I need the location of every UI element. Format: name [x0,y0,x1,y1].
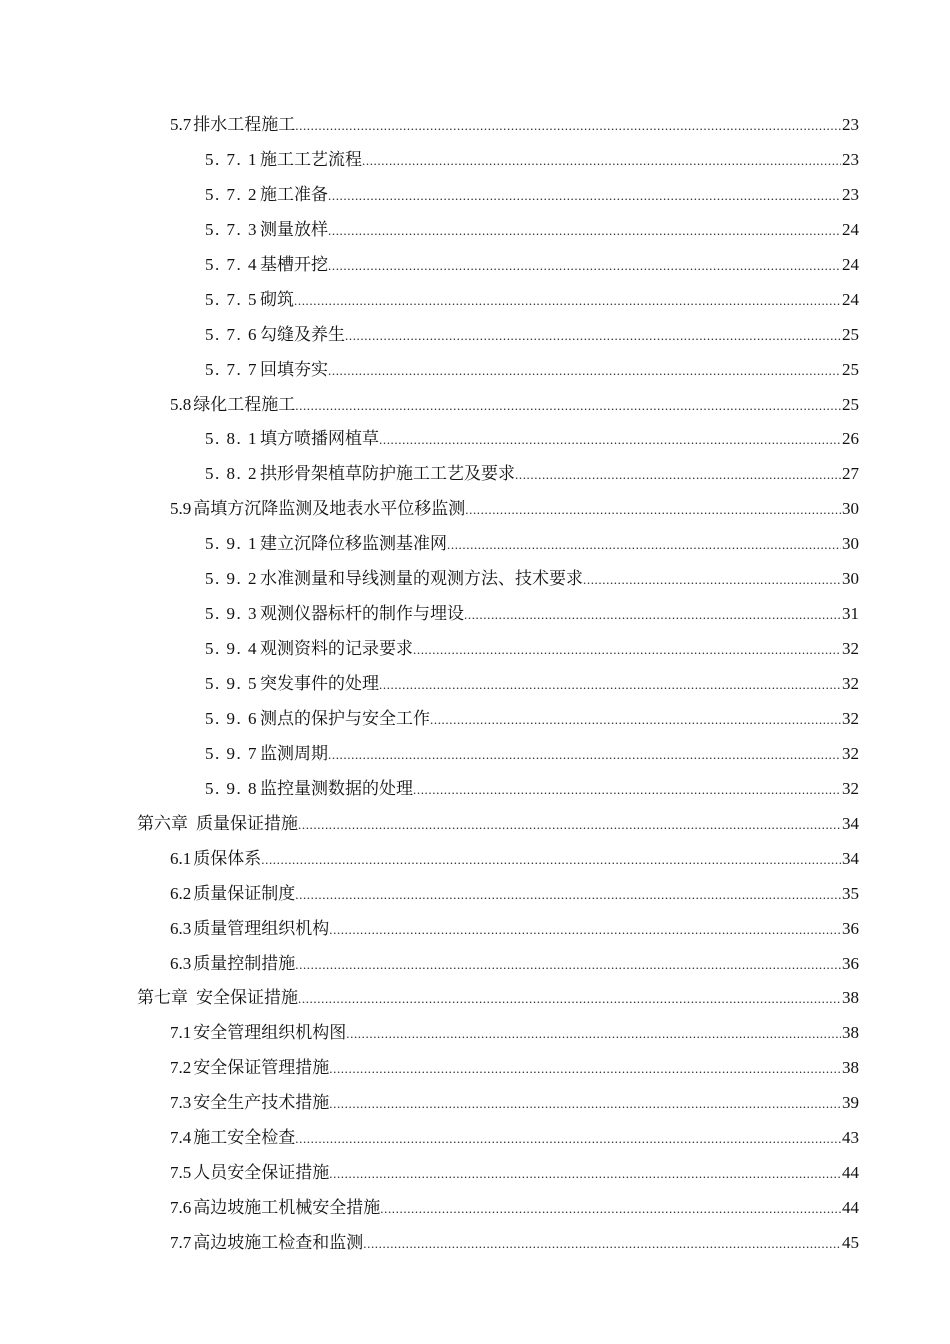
toc-entry-page: 44 [842,1163,859,1183]
toc-entry-number: 5. 9. 1 [205,534,258,554]
toc-dot-leader [430,702,841,738]
toc-dot-leader [295,877,841,913]
toc-entry-number: 5. 9. 4 [205,639,258,659]
toc-dot-leader [346,1016,841,1052]
toc-entry-title: 绿化工程施工 [193,394,296,415]
toc-entry-page: 32 [842,674,859,693]
toc-dot-leader [329,1086,841,1122]
toc-entry-page: 32 [842,708,859,728]
toc-entry-title: 质量管理组织机构 [193,918,330,939]
toc-entry-title: 质量保证措施 [196,813,298,834]
toc-entry-page: 23 [842,184,859,204]
toc-entry-number: 7.4 [170,1128,192,1148]
toc-entry-page: 24 [842,219,859,239]
toc-entry-title: 监测周期 [260,743,328,764]
toc-entry[interactable] [0,1086,950,1121]
toc-entry-number: 5. 7. 2 [205,184,258,204]
toc-entry[interactable] [0,737,950,772]
toc-entry[interactable] [0,702,950,737]
toc-entry-number: 7.1 [170,1023,192,1043]
toc-entry-title: 质量控制措施 [193,953,296,974]
toc-entry-title: 基槽开挖 [260,254,328,275]
toc-entry-page: 23 [842,149,859,169]
toc-entry-number: 第七章 [137,988,188,1008]
toc-entry-number: 5. 8. 2 [205,464,258,484]
toc-entry-number: 5. 9. 2 [205,569,258,589]
toc-dot-leader [328,248,841,284]
toc-dot-leader [583,562,841,598]
toc-entry[interactable] [0,1191,950,1226]
toc-dot-leader [379,667,841,703]
toc-entry[interactable] [0,1226,950,1261]
toc-entry-page: 25 [842,394,859,414]
toc-entry-number: 5. 7. 7 [205,359,258,379]
toc-dot-leader [413,772,841,808]
toc-entry-title: 安全保证管理措施 [193,1058,330,1079]
toc-entry-page: 31 [842,604,859,624]
toc-entry[interactable] [0,807,950,842]
toc-dot-leader [379,422,841,458]
toc-entry[interactable] [0,1121,950,1156]
toc-entry-number: 6.3 [170,918,192,938]
toc-entry-title: 高边坡施工机械安全措施 [193,1198,381,1219]
toc-entry-page: 32 [842,743,859,763]
toc-entry-page: 39 [842,1093,859,1113]
toc-entry-title: 安全管理组织机构图 [193,1023,347,1044]
toc-entry[interactable] [0,877,950,912]
toc-entry-number: 5.8 [170,394,192,414]
toc-dot-leader [295,388,841,424]
toc-entry[interactable] [0,597,950,632]
toc-entry[interactable] [0,353,950,388]
toc-entry[interactable] [0,842,950,877]
toc-dot-leader [328,353,841,389]
toc-entry-page: 34 [842,813,859,833]
toc-entry-title: 测点的保护与安全工作 [260,708,430,729]
toc-entry-title: 拱形骨架植草防护施工工艺及要求 [260,464,515,485]
toc-entry-number: 6.1 [170,848,192,868]
toc-entry-page: 35 [842,883,859,903]
toc-entry-page: 27 [842,464,859,484]
toc-entry-number: 7.3 [170,1093,192,1113]
toc-entry-title: 施工工艺流程 [260,149,362,170]
toc-entry-title: 高填方沉降监测及地表水平位移监测 [193,499,466,520]
toc-dot-leader [328,737,841,773]
toc-entry[interactable] [0,248,950,283]
toc-entry[interactable] [0,1051,950,1086]
toc-entry-number: 5. 7. 6 [205,324,258,344]
toc-entry-page: 38 [842,1058,859,1078]
toc-entry-title: 排水工程施工 [193,115,296,135]
toc-entry-title: 质保体系 [193,848,262,869]
toc-entry-page: 32 [842,639,859,659]
toc-entry-number: 5.7 [170,115,192,134]
toc-entry-title: 施工准备 [260,184,328,205]
toc-entry[interactable] [0,981,950,1016]
toc-entry-title: 回填夯实 [260,359,328,380]
toc-entry-page: 36 [842,953,859,973]
toc-entry-page: 24 [842,289,859,309]
toc-dot-leader [261,842,841,878]
toc-entry-page: 34 [842,848,859,868]
toc-entry-number: 5.9 [170,499,192,519]
toc-entry-page: 26 [842,429,859,449]
toc-entry[interactable] [0,283,950,318]
toc-dot-leader [295,947,841,983]
toc-entry-page: 38 [842,988,859,1008]
toc-entry-title: 测量放样 [260,219,328,240]
toc-dot-leader [447,527,841,563]
toc-entry-page: 23 [842,115,859,134]
toc-entry-title: 观测仪器标杆的制作与埋设 [260,604,464,625]
toc-dot-leader [345,318,841,354]
toc-entry[interactable] [0,1156,950,1191]
toc-entry-number: 5. 9. 3 [205,604,258,624]
toc-entry-number: 7.5 [170,1163,192,1183]
toc-entry[interactable] [0,1016,950,1051]
toc-dot-leader [295,108,841,144]
toc-entry-number: 6.2 [170,883,192,903]
toc-entry-title: 水准测量和导线测量的观测方法、技术要求 [260,569,583,590]
toc-entry-number: 7.6 [170,1198,192,1218]
toc-entry-title: 砌筑 [260,289,294,310]
toc-entry-page: 25 [842,359,859,379]
toc-entry-title: 施工安全检查 [193,1128,296,1149]
table-of-contents [0,108,950,1261]
toc-entry-page: 25 [842,324,859,344]
toc-dot-leader [298,807,841,843]
toc-entry-title: 建立沉降位移监测基准网 [260,534,447,555]
toc-entry[interactable] [0,667,950,702]
toc-entry-number: 5. 9. 7 [205,743,258,763]
toc-entry-number: 7.7 [170,1233,192,1252]
toc-entry[interactable] [0,143,950,178]
toc-entry-title: 观测资料的记录要求 [260,639,413,660]
toc-entry-title: 勾缝及养生 [260,324,345,345]
toc-entry[interactable] [0,318,950,353]
toc-entry-title: 监控量测数据的处理 [260,778,413,799]
toc-dot-leader [298,981,841,1017]
toc-entry-title: 质量保证制度 [193,883,296,904]
toc-entry-page: 45 [842,1233,859,1252]
toc-entry[interactable] [0,178,950,213]
toc-dot-leader [464,597,841,633]
toc-dot-leader [465,492,841,528]
toc-entry[interactable] [0,422,950,457]
toc-entry-number: 5. 8. 1 [205,429,258,449]
toc-entry[interactable] [0,457,950,492]
toc-dot-leader [295,1121,841,1157]
toc-entry-number: 5. 7. 3 [205,219,258,239]
toc-dot-leader [413,632,841,668]
toc-dot-leader [363,1226,841,1262]
toc-dot-leader [329,1156,841,1192]
toc-entry-title: 高边坡施工检查和监测 [193,1233,364,1253]
toc-dot-leader [515,457,841,493]
toc-entry-number: 第六章 [137,813,188,833]
toc-entry[interactable] [0,527,950,562]
toc-entry[interactable] [0,562,950,597]
toc-entry-page: 30 [842,569,859,589]
toc-entry-page: 30 [842,499,859,519]
toc-entry[interactable] [0,912,950,947]
toc-entry[interactable] [0,632,950,667]
toc-entry[interactable] [0,947,950,982]
toc-entry-page: 24 [842,254,859,274]
toc-dot-leader [362,143,841,179]
toc-entry[interactable] [0,772,950,807]
toc-entry-title: 突发事件的处理 [260,674,379,694]
toc-entry-page: 30 [842,534,859,554]
toc-entry-page: 38 [842,1023,859,1043]
toc-entry[interactable] [0,388,950,423]
toc-entry[interactable] [0,213,950,248]
toc-entry-number: 5. 9. 8 [205,778,258,798]
toc-entry-page: 36 [842,918,859,938]
toc-dot-leader [328,178,841,214]
toc-entry-page: 44 [842,1198,859,1218]
toc-dot-leader [329,912,841,948]
toc-entry-number: 5. 7. 4 [205,254,258,274]
toc-entry-number: 5. 9. 6 [205,708,258,728]
toc-entry[interactable] [0,108,950,143]
toc-entry-title: 人员安全保证措施 [193,1163,330,1184]
toc-entry-title: 填方喷播网植草 [260,429,379,450]
toc-entry-title: 安全生产技术措施 [193,1093,330,1114]
toc-dot-leader [328,213,841,249]
toc-dot-leader [329,1051,841,1087]
toc-entry-page: 32 [842,778,859,798]
toc-entry-page: 43 [842,1128,859,1148]
toc-entry-title: 安全保证措施 [196,988,298,1009]
toc-dot-leader [380,1191,841,1227]
toc-entry-number: 7.2 [170,1058,192,1078]
toc-entry-number: 5. 7. 5 [205,289,258,309]
toc-entry-number: 5. 9. 5 [205,674,258,693]
toc-entry-number: 6.3 [170,953,192,973]
toc-entry[interactable] [0,492,950,527]
toc-dot-leader [294,283,841,319]
toc-entry-number: 5. 7. 1 [205,149,258,169]
